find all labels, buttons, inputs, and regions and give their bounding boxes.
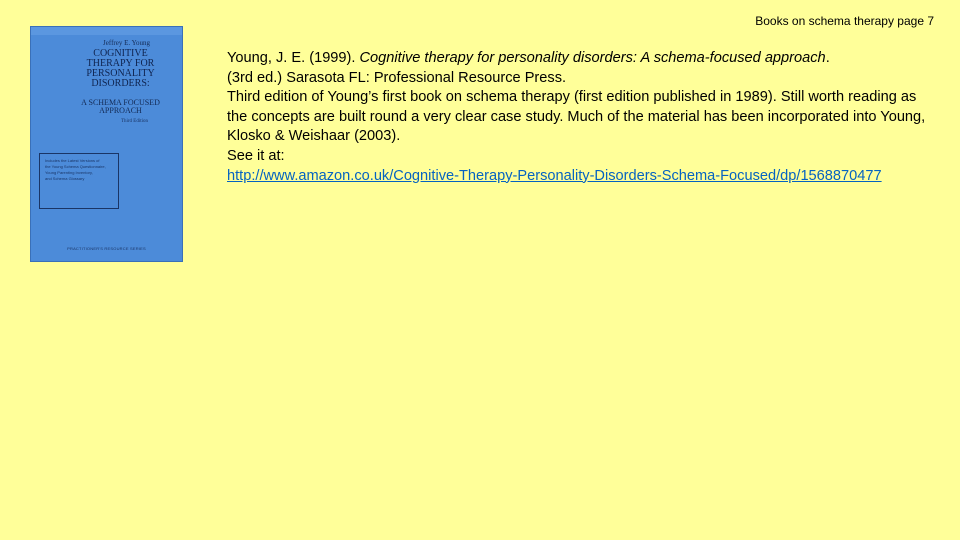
page-header: Books on schema therapy page 7 xyxy=(755,14,934,28)
cover-author: Jeffrey E. Young xyxy=(103,39,150,47)
cover-subtitle: A SCHEMA FOCUSED APPROACH xyxy=(81,98,160,115)
book-description xyxy=(227,49,939,186)
citation-authors-year: Young, J. E. (1999). xyxy=(227,50,360,66)
cover-top-band xyxy=(31,27,182,35)
cover-edition: Third Edition xyxy=(120,119,149,124)
citation xyxy=(227,49,939,69)
citation-publisher: (3rd ed.) Sarasota FL: Professional Resource Press. xyxy=(227,69,567,86)
book-cover-image xyxy=(30,26,183,262)
citation-punctuation: . xyxy=(825,50,830,66)
cover-series: PRACTITIONER'S RESOURCE SERIES xyxy=(67,246,146,251)
citation-title: Cognitive therapy for personality disorders: A schema-focused approach xyxy=(359,50,826,66)
amazon-link[interactable]: http://www.amazon.co.uk/Cognitive-Therapy-Personality-Disorders-Schema-Focused/dp/1568870477 xyxy=(227,167,882,184)
cover-info-box: Includes the Latest Versions of the Young Schema Questionnaire, Young Parenting Inventory, and Schema Glossary xyxy=(39,153,119,209)
see-it-label: See it at: xyxy=(227,147,285,164)
description-text: Third edition of Young’s first book on schema therapy (first edition published in 1989). Still worth reading as the concepts are built round a very clear case study. Much of the material has been incorporated into Young, Klosko & Weishaar (2003). xyxy=(227,89,926,145)
cover-title: COGNITIVE THERAPY FOR PERSONALITY DISORDERS: xyxy=(86,48,155,89)
